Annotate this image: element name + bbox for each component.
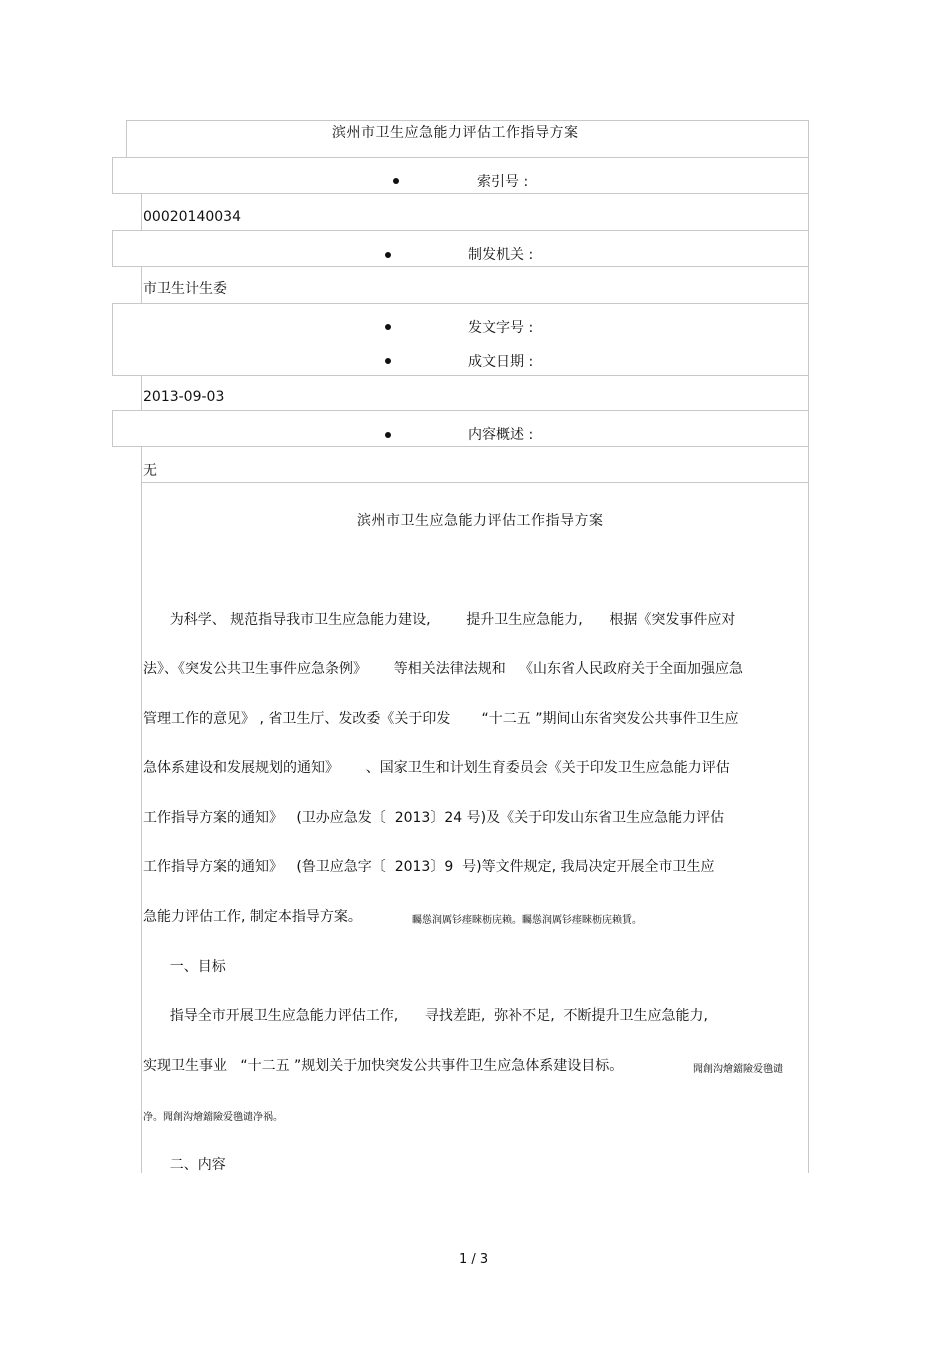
table-row-divider	[112, 375, 809, 376]
paragraph-line: 工作指导方案的通知》 (卫办应急发〔 2013〕24 号)及《关于印发山东省卫生应急能力评估	[143, 810, 725, 826]
page-number: 1 / 3	[459, 1252, 489, 1267]
table-row-divider	[112, 410, 809, 411]
bullet-icon	[393, 178, 399, 184]
paragraph-line: 管理工作的意见》 , 省卫生厅、发改委《关于印发 “十二五 ”期间山东省突发公共事件卫生应	[143, 711, 739, 727]
table-border-left	[141, 266, 142, 303]
garbled-text: 矚慫润厲钐瘗睞枥庑赖。矚慫润厲钐瘗睞枥庑赖賃。	[412, 915, 642, 926]
table-row-divider	[112, 266, 809, 267]
table-border-top	[126, 120, 809, 121]
table-border-left	[141, 446, 142, 482]
bullet-icon	[385, 324, 391, 330]
paragraph-line: 法》、《突发公共卫生事件应急条例》 等相关法律法规和 《山东省人民政府关于全面加强应急	[143, 661, 744, 677]
body-title: 滨州市卫生应急能力评估工作指导方案	[357, 513, 604, 529]
date-value: 2013-09-03	[143, 389, 225, 405]
table-row-divider	[112, 303, 809, 304]
section-heading-content: 二、内容	[143, 1157, 226, 1173]
issuer-value: 市卫生计生委	[143, 281, 227, 297]
paragraph-line: 实现卫生事业 “十二五 ”规划关于加快突发公共事件卫生应急体系建设目标。	[143, 1058, 624, 1074]
bullet-icon	[385, 432, 391, 438]
paragraph-line: 为科学、 规范指导我市卫生应急能力建设, 提升卫生应急能力, 根据《突发事件应对	[143, 612, 736, 628]
index-label: 索引号 :	[477, 174, 529, 190]
summary-value: 无	[143, 463, 157, 479]
document-header-title: 滨州市卫生应急能力评估工作指导方案	[332, 125, 579, 141]
bullet-icon	[385, 252, 391, 258]
garbled-text: 聞創沟燴鐺險爱氇谴	[693, 1064, 783, 1075]
table-row-divider	[112, 193, 809, 194]
index-value: 00020140034	[143, 209, 241, 225]
paragraph-line: 指导全市开展卫生应急能力评估工作, 寻找差距, 弥补不足, 不断提升卫生应急能力,	[143, 1008, 709, 1024]
paragraph-line: 急体系建设和发展规划的通知》 、国家卫生和计划生育委员会《关于印发卫生应急能力评估	[143, 760, 730, 776]
table-row-divider	[112, 230, 809, 231]
table-border-left	[141, 375, 142, 410]
table-border-right	[808, 120, 809, 1173]
table-row-divider	[112, 446, 809, 447]
table-border-left	[112, 157, 113, 193]
paragraph-line: 急能力评估工作, 制定本指导方案。	[143, 909, 362, 925]
issuer-label: 制发机关 :	[468, 247, 534, 263]
table-row-divider	[112, 157, 809, 158]
summary-label: 内容概述 :	[468, 427, 534, 443]
garbled-text: 净。聞創沟燴鐺險爱氇谴净祸。	[143, 1112, 283, 1123]
table-border-left	[112, 230, 113, 266]
doc-number-label: 发文字号 :	[468, 320, 534, 336]
date-label: 成文日期 :	[468, 354, 534, 370]
table-border-left	[141, 193, 142, 230]
table-border-left	[112, 410, 113, 446]
section-heading-goal: 一、目标	[143, 959, 226, 975]
table-border-left	[141, 482, 142, 1173]
paragraph-line: 工作指导方案的通知》 (鲁卫应急字〔 2013〕9 号)等文件规定, 我局决定开展全市卫生应	[143, 859, 715, 875]
bullet-icon	[385, 358, 391, 364]
table-border-left	[112, 303, 113, 375]
table-row-divider	[141, 482, 809, 483]
table-border-left-top	[126, 120, 127, 157]
